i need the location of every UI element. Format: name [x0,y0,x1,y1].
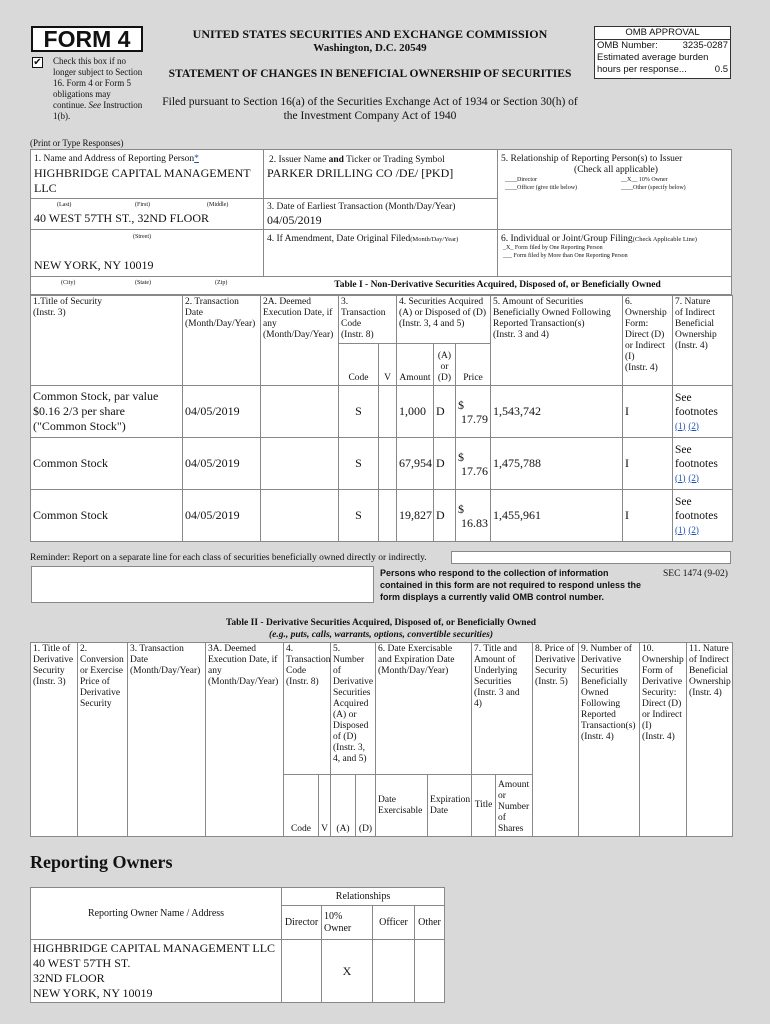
t1-h1: 1.Title of Security (Instr. 3) [31,296,183,386]
table-row [31,438,733,490]
table-row [31,386,733,438]
reporting-owners-heading: Reporting Owners [30,852,173,872]
reporting-section [30,149,732,295]
earliest-transaction-date: 04/05/2019 [267,213,322,227]
row-amount: 1,000 [397,386,434,438]
row-price [456,386,491,438]
owners-col-tenpct: 10% Owner [322,906,373,940]
box4-suffix: (Month/Day/Year) [410,236,459,243]
row-deemed [261,490,339,542]
row-code: S [339,386,379,438]
row-nature [673,386,733,438]
row-owned: 1,455,961 [491,490,623,542]
t1-sub-ad: (A) or (D) [434,344,456,386]
row-form: I [623,386,673,438]
footnote-1-link[interactable]: (1) [675,420,686,431]
footnote-star-link[interactable]: * [194,154,199,164]
t2-sub-a: (A) [331,775,356,837]
owners-table [30,887,445,1003]
row-v [379,438,397,490]
omb-title: OMB APPROVAL [595,27,730,40]
t2-h3a: 3A. Deemed Execution Date, if any (Month/Day/Year) [206,643,284,837]
box6-line1-mark: X [506,245,511,251]
row-price-value: 17.76 [461,463,489,478]
middle-label: (Middle) [207,202,229,208]
t1-h2a: 2A. Deemed Execution Date, if any (Month/Day/Year) [261,296,339,386]
owner-line1: HIGHBRIDGE CAPITAL MANAGEMENT LLC [33,941,276,955]
t1-h7: 7. Nature of Indirect Beneficial Ownership (Instr. 4) [673,296,733,386]
row-ad: D [434,490,456,542]
row-title: Common Stock [31,438,183,490]
rel-officer-label: Officer (give title below) [517,185,578,191]
box5-sub: (Check all applicable) [574,165,658,175]
row-amount: 67,954 [397,438,434,490]
form-title: FORM 4 [43,26,131,52]
owners-col-director: Director [282,906,322,940]
t2-h5: 5. Number of Derivative Securities Acquired (A) or Disposed of (D) (Instr. 3, 4, and 5) [331,643,376,775]
owners-col-name: Reporting Owner Name / Address [31,888,282,940]
row-date: 04/05/2019 [183,490,261,542]
row-code: S [339,490,379,542]
rel-other: ____Other (specify below) [621,185,686,191]
agency-location: Washington, D.C. 20549 [313,42,427,54]
omb-hours-label: hours per response... [597,64,687,75]
row-price-value: 17.79 [461,411,489,426]
box1-label [34,154,199,164]
table-row [31,490,733,542]
row-price-symbol: $ [458,397,464,412]
checkbox-text: Check this box if no longer subject to Section 16. Form 4 or Form 5 obligations may continue. [53,56,143,110]
statement-title: STATEMENT OF CHANGES IN BENEFICIAL OWNERSHIP OF SECURITIES [168,68,572,80]
t2-sub-date-ex: Date Exercisable [376,775,428,837]
t2-sub-d: (D) [356,775,376,837]
t2-h3: 3. Transaction Date (Month/Day/Year) [128,643,206,837]
row-amount: 19,827 [397,490,434,542]
agency-name: UNITED STATES SECURITIES AND EXCHANGE COMMISSION [192,27,548,41]
filed-line-2: the Investment Company Act of 1940 [283,110,457,122]
row-price-symbol: $ [458,501,464,516]
t1-sub-code: Code [339,344,379,386]
city-state-zip: NEW YORK, NY 10019 [34,258,154,272]
city-label: (City) [61,280,76,286]
owner-officer-cell [373,940,415,1003]
omb-number-value: 3235-0287 [682,40,728,51]
print-type-note: (Print or Type Responses) [30,138,124,148]
omb-number-label: OMB Number: [597,40,658,51]
checkbox-check-icon: ✔ [33,57,42,68]
reporting-person-name [34,166,251,196]
t2-h7: 7. Title and Amount of Underlying Securities (Instr. 3 and 4) [472,643,533,775]
row-owned: 1,543,742 [491,386,623,438]
reminder-text: Reminder: Report on a separate line for each class of securities beneficially owned directly or indirectly. [30,553,427,563]
box2-label-a: 2. Issuer Name [269,155,329,165]
owner-name-address [31,940,282,1003]
t2-h1: 1. Title of Derivative Security (Instr. 3) [31,643,78,837]
owner-line3: 32ND FLOOR [33,971,105,985]
t1-h3: 3. Transaction Code (Instr. 8) [339,296,397,344]
footnote-2-link[interactable]: (2) [688,524,699,535]
rel-officer: ____Officer (give title below) [505,185,578,191]
person-name-line2: LLC [34,181,57,195]
box2-label-b: Ticker or Trading Symbol [343,155,445,165]
row-nature [673,438,733,490]
t2-sub-code: Code [284,775,319,837]
first-label: (First) [135,202,150,208]
t2-sub-exp: Expiration Date [428,775,472,837]
t1-h4: 4. Securities Acquired (A) or Disposed of (D) (Instr. 3, 4 and 5) [397,296,491,344]
rel-director: ____Director [505,177,537,183]
t2-h4: 4. Transaction Code (Instr. 8) [284,643,331,775]
box6-label [501,234,697,244]
omb-hours-value: 0.5 [714,64,728,75]
rel-tenpct-mark: X [627,177,632,183]
street-label: (Street) [133,234,151,240]
t1-h2: 2. Transaction Date (Month/Day/Year) [183,296,261,386]
box2-label-and: and [328,155,344,165]
omb-burden: Estimated average burden [597,52,709,63]
t2-sub-amount: Amount or Number of Shares [496,775,533,837]
state-label: (State) [135,280,151,286]
box4-label-text: 4. If Amendment, Date Original Filed [267,234,411,244]
owner-tenpct-cell: X [322,940,373,1003]
owner-line4: NEW YORK, NY 10019 [33,986,153,1000]
box6-suffix: (Check Applicable Line) [632,236,697,243]
row-nature-text: See footnotes [675,443,718,470]
box5-label: 5. Relationship of Reporting Person(s) to Issuer [501,154,683,164]
box6-line1-label: Form filed by One Reporting Person [514,245,603,251]
box6-label-text: 6. Individual or Joint/Group Filing [501,234,633,244]
row-form: I [623,438,673,490]
reminder-blank-box [31,566,374,603]
owner-line2: 40 WEST 57TH ST. [33,956,131,970]
t2-sub-v: V [319,775,331,837]
checkbox-instruction [53,56,145,122]
row-title: Common Stock, par value $0.16 2/3 per share ("Common Stock") [31,386,183,438]
last-label: (Last) [57,202,72,208]
box6-line2-label: Form filed by More than One Reporting Person [513,253,628,259]
street-address: 40 WEST 57TH ST., 32ND FLOOR [34,211,210,225]
table1 [30,295,733,542]
row-owned: 1,475,788 [491,438,623,490]
omb-box [594,26,731,79]
box2-label [269,155,445,165]
t2-h10: 10. Ownership Form of Derivative Security: Direct (D) or Indirect (I) (Instr. 4) [640,643,687,837]
t1-sub-v: V [379,344,397,386]
box3-label: 3. Date of Earliest Transaction (Month/Day/Year) [267,202,456,212]
t2-h9: 9. Number of Derivative Securities Beneficially Owned Following Reported Transaction(s) (Instr. 4) [579,643,640,837]
t1-sub-amount: Amount [397,344,434,386]
see-text: See [88,100,101,110]
owners-col-officer: Officer [373,906,415,940]
sec-code: SEC 1474 (9-02) [663,569,728,579]
zip-label: (Zip) [215,280,228,286]
rel-director-label: Director [517,177,537,183]
footnote-1-link[interactable]: (1) [675,472,686,483]
row-date: 04/05/2019 [183,386,261,438]
t2-h8: 8. Price of Derivative Security (Instr. 5) [533,643,579,837]
row-date: 04/05/2019 [183,438,261,490]
t1-h6: 6. Ownership Form: Direct (D) or Indirect (I) (Instr. 4) [623,296,673,386]
row-v [379,386,397,438]
row-code: S [339,438,379,490]
row-deemed [261,386,339,438]
table2-title: Table II - Derivative Securities Acquired, Disposed of, or Beneficially Owned [225,618,537,628]
t2-h2: 2. Conversion or Exercise Price of Derivative Security [78,643,128,837]
footnote-2-link[interactable]: (2) [688,420,699,431]
row-nature-text: See footnotes [675,495,718,522]
row-title: Common Stock [31,490,183,542]
row-deemed [261,438,339,490]
owner-director-cell [282,940,322,1003]
footnote-2-link[interactable]: (2) [688,472,699,483]
issuer-name: PARKER DRILLING CO /DE/ [PKD] [267,166,454,180]
table2-subtitle: (e.g., puts, calls, warrants, options, convertible securities) [268,630,494,640]
row-ad: D [434,386,456,438]
table1-title: Table I - Non-Derivative Securities Acquired, Disposed of, or Beneficially Owned [334,280,661,290]
row-v [379,490,397,542]
owners-relationships: Relationships [282,888,445,906]
box1-label-text: 1. Name and Address of Reporting Person [34,154,195,164]
row-price-symbol: $ [458,449,464,464]
row-ad: D [434,438,456,490]
rel-tenpct: __X__ 10% Owner [621,177,668,183]
persons-notice: Persons who respond to the collection of information contained in this form are not required to respond unless the form displays a currently valid OMB control number. [380,568,642,602]
person-name-line1: HIGHBRIDGE CAPITAL MANAGEMENT [34,166,251,180]
filed-line-1: Filed pursuant to Section 16(a) of the Securities Exchange Act of 1934 or Section 30(h) of [162,96,578,108]
rel-other-label: Other (specify below) [633,185,686,191]
row-nature-text: See footnotes [675,391,718,418]
reminder-input-strip [451,551,731,564]
row-nature [673,490,733,542]
footnote-1-link[interactable]: (1) [675,524,686,535]
box6-line2: ___ Form filed by More than One Reporting Person [503,253,628,259]
owner-other-cell [415,940,445,1003]
t2-h6: 6. Date Exercisable and Expiration Date (Month/Day/Year) [376,643,472,775]
t1-sub-price: Price [456,344,491,386]
t2-sub-title: Title [472,775,496,837]
box6-line1: _X_ Form filed by One Reporting Person [503,245,603,251]
row-price [456,438,491,490]
box4-label [267,234,458,244]
owners-col-other: Other [415,906,445,940]
row-price [456,490,491,542]
t2-h11: 11. Nature of Indirect Beneficial Ownership (Instr. 4) [687,643,733,837]
table2 [30,642,733,837]
t1-h5: 5. Amount of Securities Beneficially Owned Following Reported Transaction(s) (Instr. 3 and 4) [491,296,623,386]
row-form: I [623,490,673,542]
row-price-value: 16.83 [461,515,489,530]
no-longer-subject-checkbox[interactable] [32,57,43,68]
rel-tenpct-label: 10% Owner [638,177,668,183]
instruction-text: Instruction 1(b). [53,100,143,121]
